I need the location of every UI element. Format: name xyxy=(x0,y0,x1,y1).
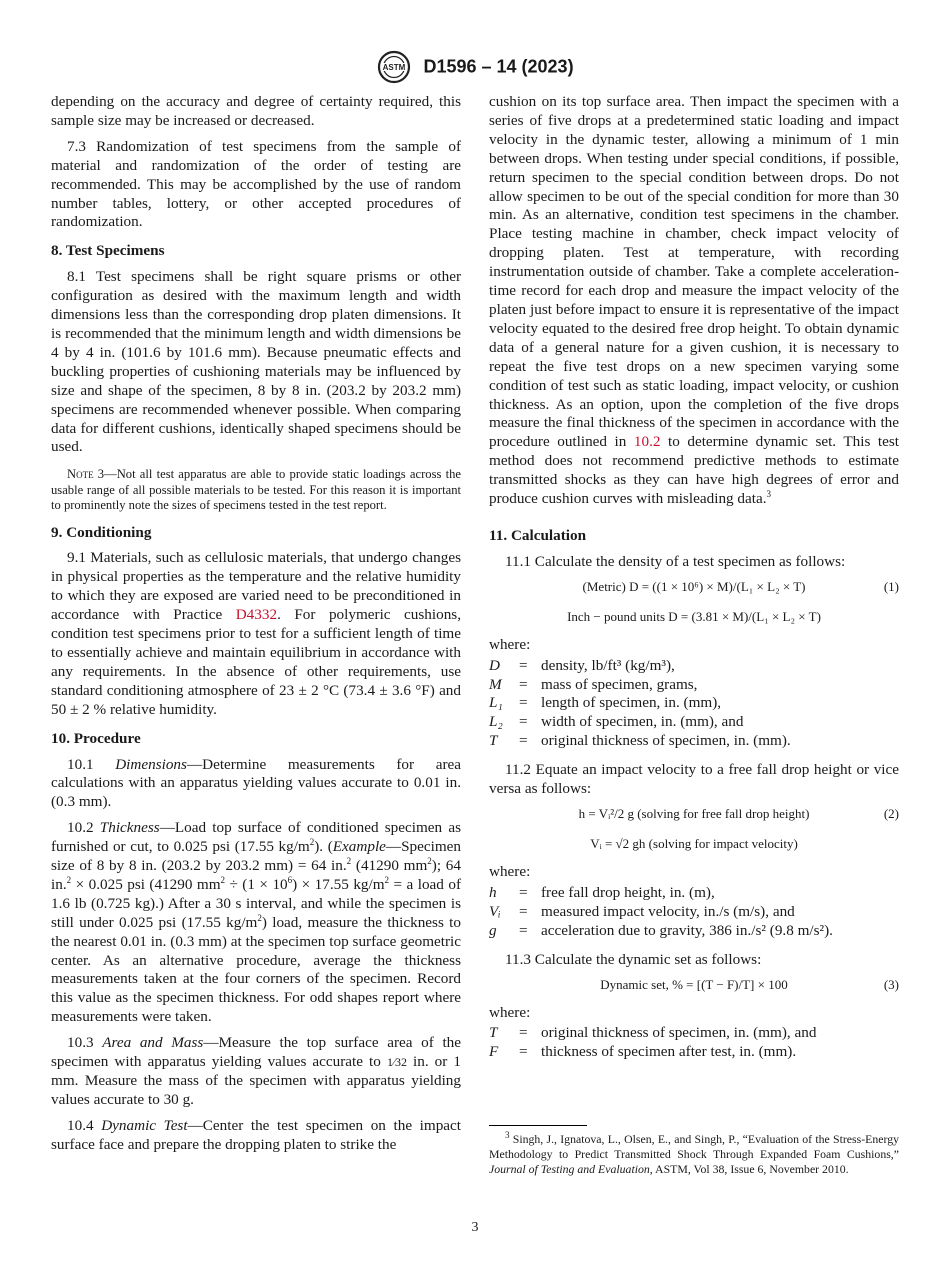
svg-text:ASTM: ASTM xyxy=(383,63,406,72)
paragraph-10-1-number: 10.1 xyxy=(67,755,116,773)
definition-row xyxy=(489,922,899,941)
paragraph-10-3-text-a: —Measure the top surface area of the specimen with apparatus yielding values accurate to xyxy=(51,1034,462,1071)
definition-row xyxy=(489,676,899,695)
document-designation: D1596 – 14 (2023) xyxy=(423,56,574,77)
definition-text: measured impact velocity, in./s (m/s), and xyxy=(541,902,795,920)
footnote-divider xyxy=(489,1125,587,1126)
equation-1-metric-body: (Metric) D = ((1 × 10⁶) × M)/(L₁ × L₂ × T) xyxy=(582,578,806,594)
where-label-1: where: xyxy=(489,635,531,653)
left-column xyxy=(51,93,461,1155)
paragraph-9-1-text-b: . For polymeric cushions, condition test specimens prior to test for a sufficient length of time to essentially achieve and maintain equilibrium in accordance with any requirements. In the absence of other requirements, use standard conditioning atmosphere of 23 ± 2 °C (73.4 ± 3.6 °F) and 50 ± 2 % relative humidity. xyxy=(51,606,461,718)
superscript: 2 xyxy=(220,874,226,885)
definition-symbol: T xyxy=(489,1024,498,1042)
definition-text: acceleration due to gravity, 386 in./s² (9.8 m/s²). xyxy=(541,921,833,939)
paragraph-10-2-text-c: —Specimen size of 8 by 8 in. (203.2 by 203.2 mm) = 64 in. xyxy=(51,838,461,875)
section-heading-10: 10. Procedure xyxy=(51,729,141,747)
paragraph-11-3: 11.3 Calculate the dynamic set as follows: xyxy=(505,950,762,968)
superscript: 2 xyxy=(427,855,432,866)
definition-symbol: L₁ xyxy=(489,694,503,712)
definition-symbol: F xyxy=(489,1043,499,1061)
definition-text: free fall drop height, in. (m), xyxy=(541,883,715,901)
definition-list-2 xyxy=(489,884,899,941)
definition-list-1 xyxy=(489,657,899,752)
paragraph-11-2: 11.2 Equate an impact velocity to a free fall drop height or vice versa as follows: xyxy=(489,761,899,798)
practice-d4332-link[interactable]: D4332 xyxy=(235,606,278,624)
paragraph-10-4-title: Dynamic Test xyxy=(101,1116,188,1134)
page-number: 3 xyxy=(471,1220,479,1235)
paragraph-10-4-text: —Center the test specimen on the impact surface face and prepare the dropping platen to strike the xyxy=(51,1116,462,1153)
definition-text: length of specimen, in. (mm), xyxy=(541,694,722,712)
paragraph-10-2-text-h: ) × 17.55 kg/m xyxy=(292,875,385,893)
definition-row xyxy=(489,1024,899,1043)
definition-symbol: D xyxy=(489,656,500,674)
definition-text: thickness of specimen after test, in. (mm). xyxy=(541,1043,797,1061)
equation-1-inch-body: Inch − pound units D = (3.81 × M)/(L₁ × L₂ × T) xyxy=(567,608,821,624)
paragraph-10-3-text-b: in. or 1 mm. Measure the mass of the specimen with apparatus yielding values accurate to 30 g. xyxy=(51,1053,461,1108)
paragraph-continued: depending on the accuracy and degree of certainty required, this sample size may be increased or decreased. xyxy=(51,93,461,129)
paragraph-10-2 xyxy=(51,819,461,1027)
paragraph-10-3 xyxy=(51,1034,461,1110)
definition-symbol: M xyxy=(489,675,502,693)
section-heading-11: 11. Calculation xyxy=(489,526,587,544)
superscript: 2 xyxy=(257,912,262,923)
superscript: 2 xyxy=(66,874,72,885)
definition-row xyxy=(489,1043,899,1062)
definition-row xyxy=(489,694,899,713)
paragraph-10-2-number: 10.2 xyxy=(67,819,100,837)
paragraph-10-2-text-e: ); 64 in. xyxy=(51,857,461,893)
definition-row xyxy=(489,713,899,732)
section-heading-8: 8. Test Specimens xyxy=(51,242,165,260)
page-header xyxy=(0,50,950,84)
paragraph-9-1-text-a: 9.1 Materials, such as cellulosic materials, that undergo changes in physical properties as the temperature and the relative humidity to which they are exposed are varied need to be preconditioned in accordance with Practice xyxy=(51,549,461,624)
definition-row xyxy=(489,732,899,751)
paragraph-10-4-number: 10.4 xyxy=(67,1116,102,1134)
equation-2-velocity xyxy=(489,829,899,859)
equation-3-number: (3) xyxy=(883,976,899,992)
equation-1-number: (1) xyxy=(883,578,899,594)
paragraph-10-1-title: Dimensions xyxy=(115,755,187,773)
paragraph-10-2-text-i: = a load of 1.6 lb (0.725 kg).) After a 30 s interval, and while the specimen is still under 0.025 psi (17.55 kg/m xyxy=(51,875,461,931)
equation-3-body: Dynamic set, % = [(T − F)/T] × 100 xyxy=(600,976,788,992)
definition-equals: = xyxy=(519,902,528,920)
right-column xyxy=(489,93,899,1062)
equation-2-height-body: h = Vᵢ²/2 g (solving for free fall drop height) xyxy=(578,806,810,821)
note-3-label: Note 3 xyxy=(67,467,105,482)
paragraph-10-1 xyxy=(51,756,461,813)
fraction-1-32: 1⁄32 xyxy=(386,1055,407,1070)
superscript: 2 xyxy=(384,874,390,885)
paragraph-10-4-continued xyxy=(489,93,899,509)
definition-symbol: g xyxy=(489,921,497,939)
paragraph-9-1 xyxy=(51,549,461,719)
definition-text: original thickness of specimen, in. (mm). xyxy=(541,732,791,750)
definition-text: mass of specimen, grams, xyxy=(541,675,698,693)
paragraph-11-1: 11.1 Calculate the density of a test specimen as follows: xyxy=(505,552,846,570)
paragraph-10-2-title: Thickness xyxy=(99,819,160,837)
paragraph-10-2-text-f: × 0.025 psi (41290 mm xyxy=(71,875,221,893)
definition-equals: = xyxy=(519,675,528,693)
footnote-reference[interactable]: 3 xyxy=(766,488,772,499)
equation-2-height xyxy=(489,799,899,829)
note-3 xyxy=(51,467,461,513)
definition-row xyxy=(489,884,899,903)
definition-text: width of specimen, in. (mm), and xyxy=(541,713,744,731)
paragraph-10-4-cont-text-a: cushion on its top surface area. Then impact the specimen with a series of five drops at a predetermined static loading and impact velocity in the dynamic tester, allowing a minimum of 1 min between drops. When testing under special conditions, if possible, return specimen to the special condition between drops. Do not allow specimen to be out of the special condition for more than 30 min. As an alternative, condition test specimens in the chamber. Place testing machine in chamber, check impact velocity of dropping platen. Test at temperature, with recording instrumentation outside of chamber. Take a complete acceleration-time record for each drop and measure the impact velocity of the platen just before impact to ensure it is representative of the impact velocity equated to the desired free drop height. To obtain dynamic data of a general nature for a given cushion, it is necessary to repeat the five test drops on a new specimen varying some condition of test such as static loading, impact velocity, or cushion thickness. As an option, upon the completion of the five drops measure the final thickness of the specimen in accordance with the procedure outlined in xyxy=(489,93,899,451)
paragraph-10-4-cont-text-b: to determine dynamic set. This test method does not recommend predictive methods to estimate transmitted shocks as they can have high degrees of error and produce cushion curves with misleading data. xyxy=(489,433,899,508)
equation-1-metric xyxy=(489,572,899,602)
definition-symbol: T xyxy=(489,732,498,750)
equation-3 xyxy=(489,970,899,1000)
astm-logo xyxy=(376,50,412,84)
paragraph-7-3: 7.3 Randomization of test specimens from the sample of material and randomization of the order of testing are recommended. This may be accomplished by the use of random number tables, lottery, or other accepted procedures of randomization. xyxy=(51,137,461,231)
definition-equals: = xyxy=(519,656,528,674)
definition-text: original thickness of specimen, in. (mm), and xyxy=(541,1024,817,1042)
definition-equals: = xyxy=(519,1024,528,1042)
section-10-2-link[interactable]: 10.2 xyxy=(633,433,661,451)
definition-equals: = xyxy=(519,713,528,731)
paragraph-10-3-number: 10.3 xyxy=(67,1034,103,1052)
superscript: 2 xyxy=(346,855,352,866)
where-label-3: where: xyxy=(489,1003,531,1021)
paragraph-10-2-text-b: ). ( xyxy=(314,838,333,856)
definition-equals: = xyxy=(519,694,528,712)
equation-2-number: (2) xyxy=(883,806,899,821)
paragraph-10-2-text-d: (41290 mm xyxy=(351,857,428,875)
paragraph-10-2-text-a: —Load top surface of conditioned specimen as furnished or cut, to 0.025 psi (17.55 kg/m xyxy=(51,819,461,856)
definition-equals: = xyxy=(519,1043,528,1061)
where-label-2: where: xyxy=(489,863,531,880)
footnote-number: 3 xyxy=(505,1130,510,1141)
definition-equals: = xyxy=(519,883,528,901)
paragraph-10-2-text-j: ) load, measure the thickness to the nearest 0.01 in. (0.3 mm) at the specimen top surface geometric center. As an alternative procedure, average the thickness measurements taken at the four corners of the specimen. Record this value as the specimen thickness. For odd shapes report where measurements were taken. xyxy=(51,913,461,1026)
definition-list-3 xyxy=(489,1024,899,1062)
footnote-text-a: Singh, J., Ignatova, L., Olsen, E., and Singh, P., “Evaluation of the Stress-Energy Methodology to Predict Transmitted Shock Through Expanded Foam Cushions,” xyxy=(489,1132,899,1162)
equation-2-velocity-body: Vᵢ = √2 gh (solving for impact velocity) xyxy=(590,836,798,851)
equation-1-inch xyxy=(489,602,899,632)
definition-symbol: h xyxy=(489,883,497,901)
paragraph-10-1-text: —Determine measurements for area calculations with an apparatus yielding values accurate to 0.01 in. (0.3 mm). xyxy=(51,755,461,811)
definition-equals: = xyxy=(519,921,528,939)
note-3-text: —Not all test apparatus are able to provide static loadings across the usable range of all possible materials to be tested. For this reason it is important to prominently note the sizes of specimens tested in the test report. xyxy=(51,467,461,513)
superscript: 2 xyxy=(309,837,315,848)
paragraph-10-2-text-g: ÷ (1 × 10 xyxy=(225,875,288,893)
footnote-3 xyxy=(489,1132,899,1178)
paragraph-10-3-title: Area and Mass xyxy=(102,1034,204,1052)
paragraph-8-1: 8.1 Test specimens shall be right square prisms or other configuration as desired with the maximum length and width dimensions less than the corresponding drop platen dimensions. It is recommended that the minimum length and width dimensions be 4 by 4 in. (101.6 by 101.6 mm). Because pneumatic effects and buckling properties of cushioning materials may be influenced by size and shape of the specimen, 8 by 8 in. (203.2 by 203.2 mm) specimens are recommended whenever possible. When comparing data for different cushions, identically shaped specimens should be used. xyxy=(51,268,461,456)
definition-symbol: Vᵢ xyxy=(489,902,501,920)
definition-text: density, lb/ft³ (kg/m³), xyxy=(541,656,675,674)
definition-equals: = xyxy=(519,732,528,750)
section-heading-9: 9. Conditioning xyxy=(51,523,152,541)
paragraph-10-2-example: Example xyxy=(332,838,386,856)
superscript: 6 xyxy=(287,874,293,885)
footnote-text-b: , ASTM, Vol 38, Issue 6, November 2010. xyxy=(649,1162,849,1177)
footnote-journal: Journal of Testing and Evaluation xyxy=(489,1162,650,1177)
paragraph-10-4 xyxy=(51,1117,461,1155)
definition-row xyxy=(489,903,899,922)
definition-row xyxy=(489,657,899,676)
definition-symbol: L₂ xyxy=(489,713,503,731)
